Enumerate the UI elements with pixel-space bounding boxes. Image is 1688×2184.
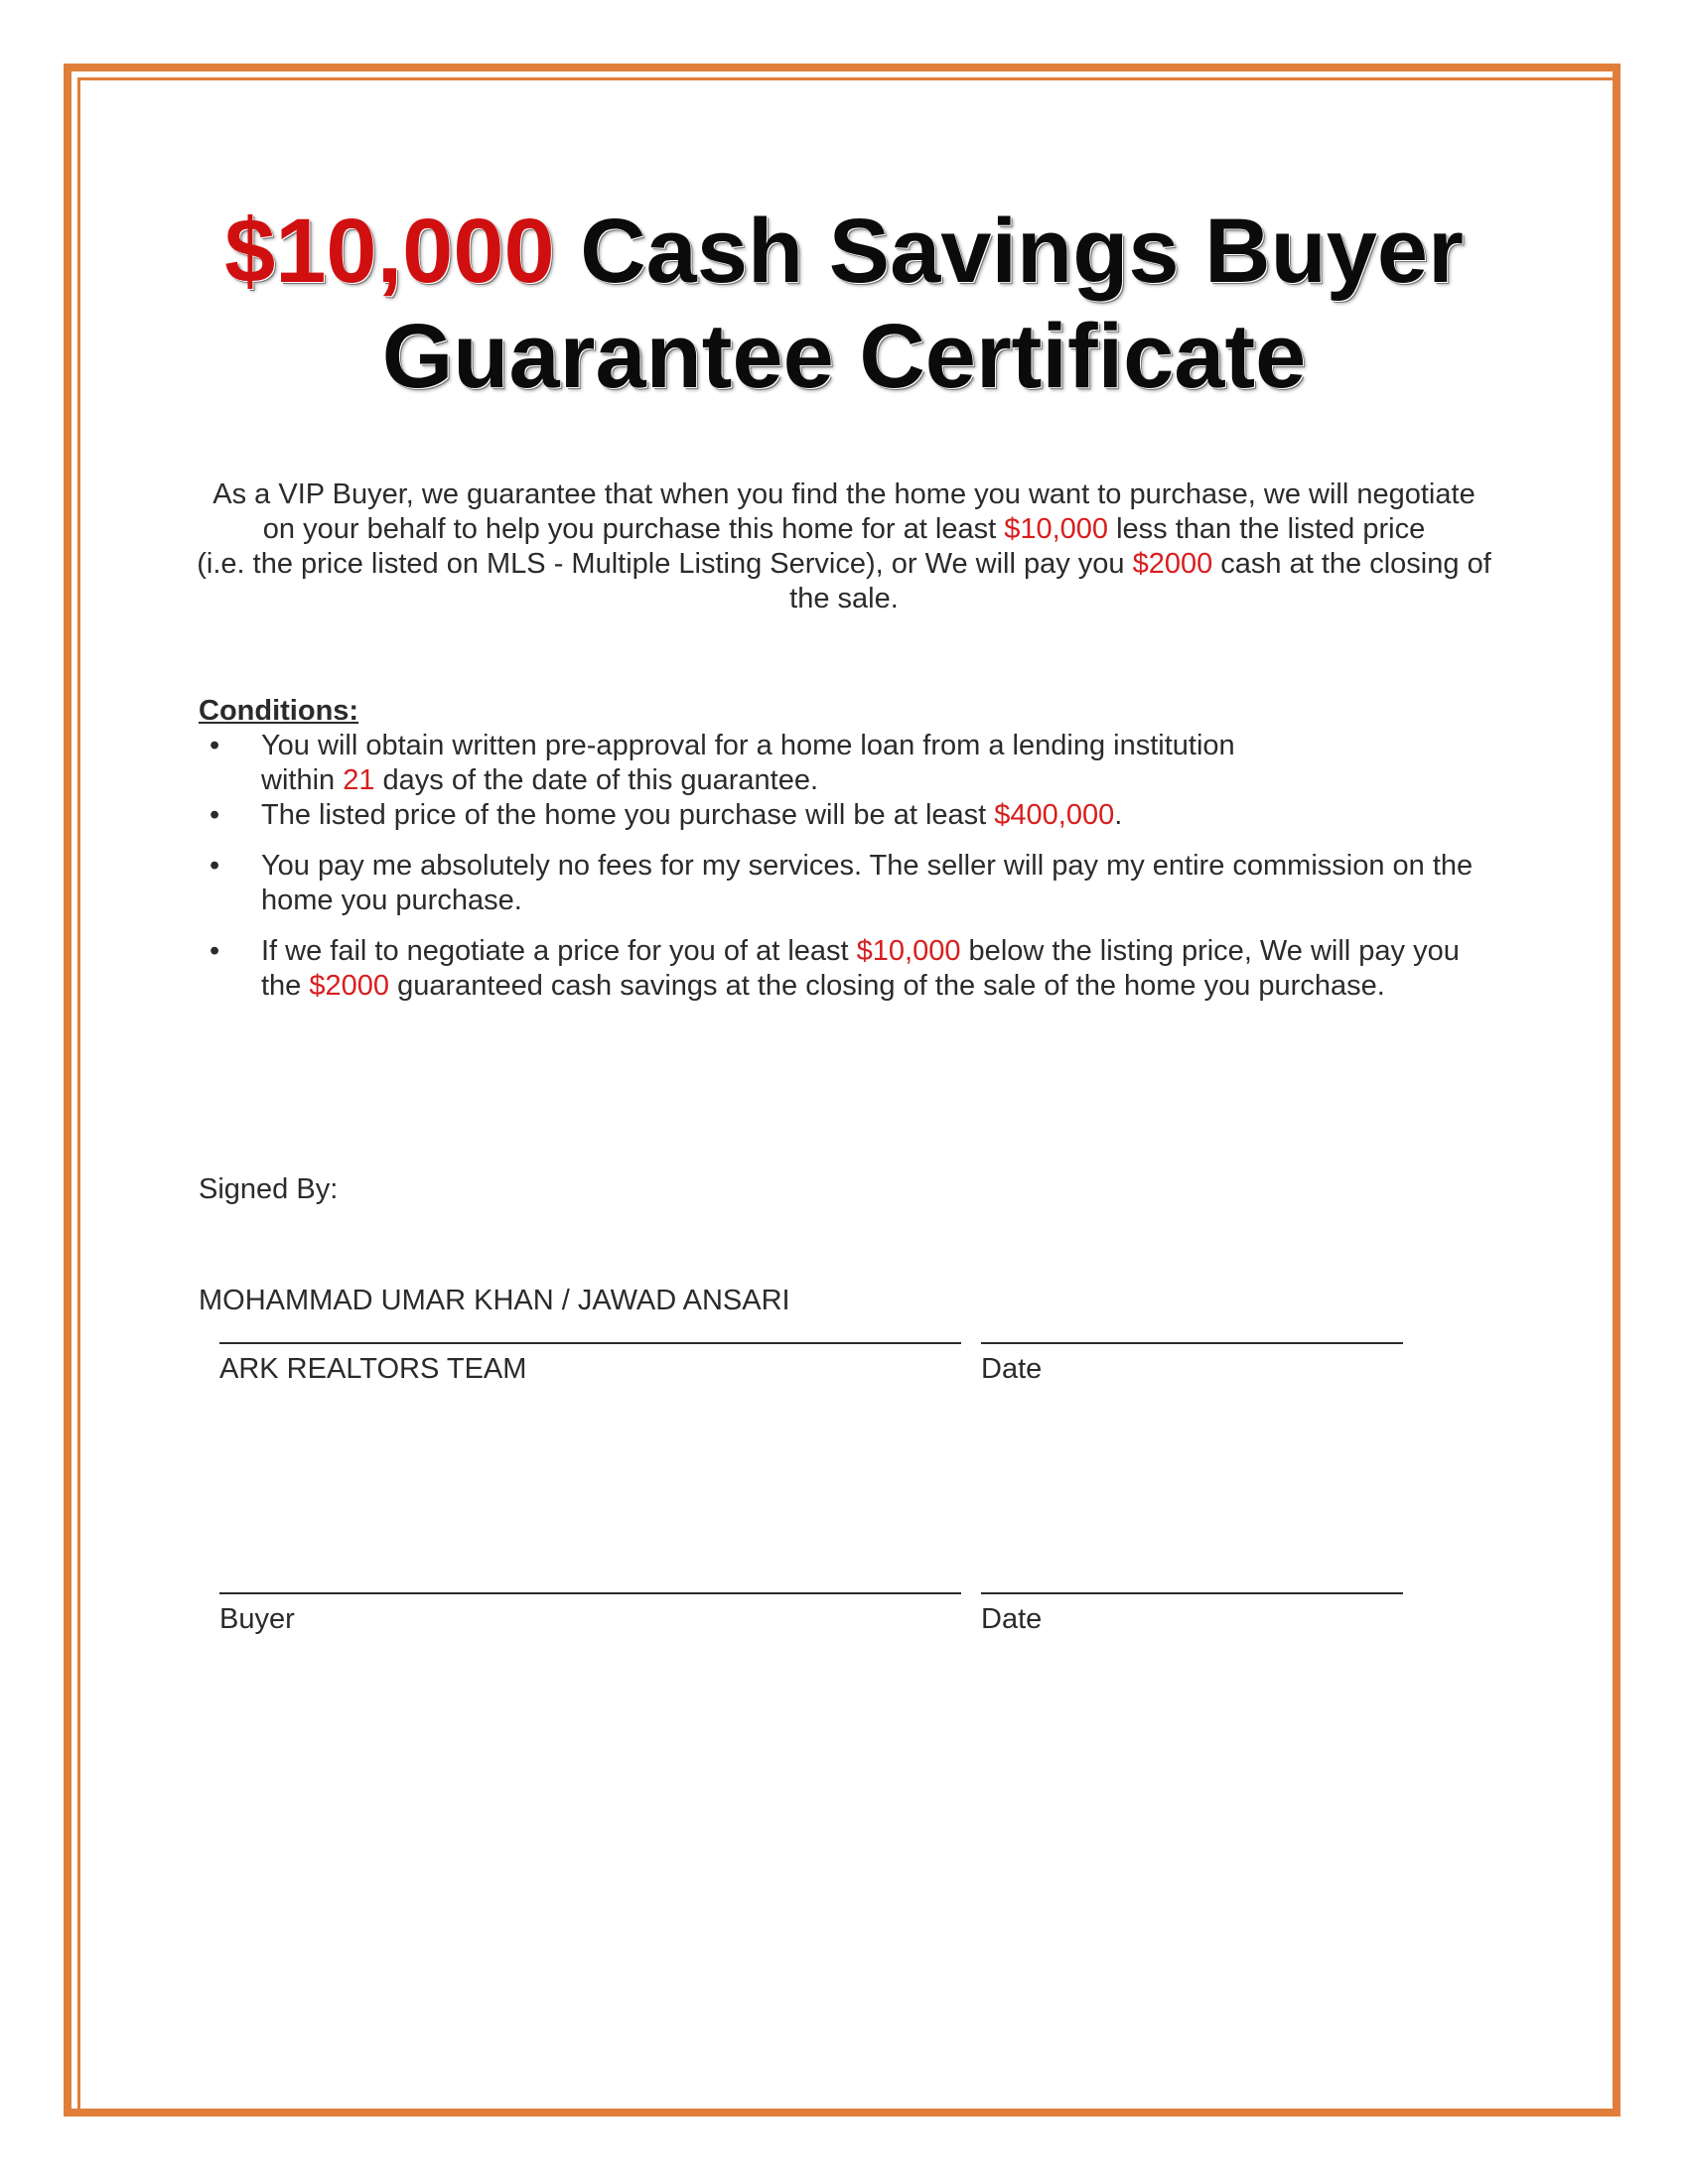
agent-date-line[interactable] — [981, 1342, 1403, 1344]
condition-1-days: 21 — [343, 764, 375, 796]
condition-item-preapproval — [199, 729, 1489, 798]
intro-text-4: cash at the closing of the sale. — [789, 548, 1491, 614]
condition-1-text-b: within — [261, 764, 344, 796]
condition-4-text-c: guaranteed cash savings at the closing of the sale of the home you purchase. — [389, 970, 1385, 1002]
condition-item-no-fees — [199, 849, 1489, 918]
condition-4-amount-1: $10,000 — [856, 935, 961, 967]
condition-1-text-a: You will obtain written pre-approval for a home loan from a lending institution — [261, 730, 1235, 761]
condition-4-amount-2: $2000 — [309, 970, 390, 1002]
title-amount: $10,000 — [224, 201, 555, 302]
intro-text-3: (i.e. the price listed on MLS - Multiple Listing Service), or We will pay you — [197, 548, 1133, 580]
agent-date-label: Date — [981, 1353, 1043, 1385]
buyer-date-line[interactable] — [981, 1592, 1403, 1594]
condition-item-cash-savings — [199, 934, 1489, 1004]
condition-1-text-c: days of the date of this guarantee. — [374, 764, 819, 796]
condition-2-amount: $400,000 — [994, 799, 1115, 831]
condition-item-listed-price — [199, 798, 1489, 833]
agent-label: ARK REALTORS TEAM — [219, 1353, 527, 1385]
certificate-title — [0, 199, 1688, 409]
condition-2-text-a: The listed price of the home you purchase will be at least — [261, 799, 995, 831]
intro-text-1: As a VIP Buyer, we guarantee that when you find the home you want to purchase, we will negotiate on your behalf to help you purchase this home for at least — [212, 478, 1476, 545]
condition-4-text-a: If we fail to negotiate a price for you of at least — [261, 935, 857, 967]
title-line-2: Guarantee Certificate — [381, 306, 1307, 407]
intro-text-2: less than the listed price — [1108, 513, 1426, 545]
conditions-list — [199, 729, 1489, 1004]
intro-amount-2: $2000 — [1132, 548, 1213, 580]
agent-signature-line[interactable] — [219, 1342, 961, 1344]
intro-paragraph — [194, 478, 1494, 616]
condition-4-text-b: below the listing price, We will pay you the — [261, 935, 1460, 1002]
condition-2-text-b: . — [1114, 799, 1123, 831]
condition-3-text: You pay me absolutely no fees for my services. The seller will pay my entire commission on the home you purchase. — [261, 850, 1474, 916]
conditions-heading: Conditions: — [199, 695, 359, 727]
title-line-1 — [0, 199, 1688, 304]
intro-amount-1: $10,000 — [1004, 513, 1109, 545]
buyer-signature-line[interactable] — [219, 1592, 961, 1594]
title-line-1-rest: Cash Savings Buyer — [554, 201, 1464, 302]
signed-by-label: Signed By: — [199, 1173, 339, 1205]
buyer-date-label: Date — [981, 1603, 1043, 1635]
signer-names: MOHAMMAD UMAR KHAN / JAWAD ANSARI — [199, 1285, 790, 1316]
buyer-label: Buyer — [219, 1603, 295, 1635]
